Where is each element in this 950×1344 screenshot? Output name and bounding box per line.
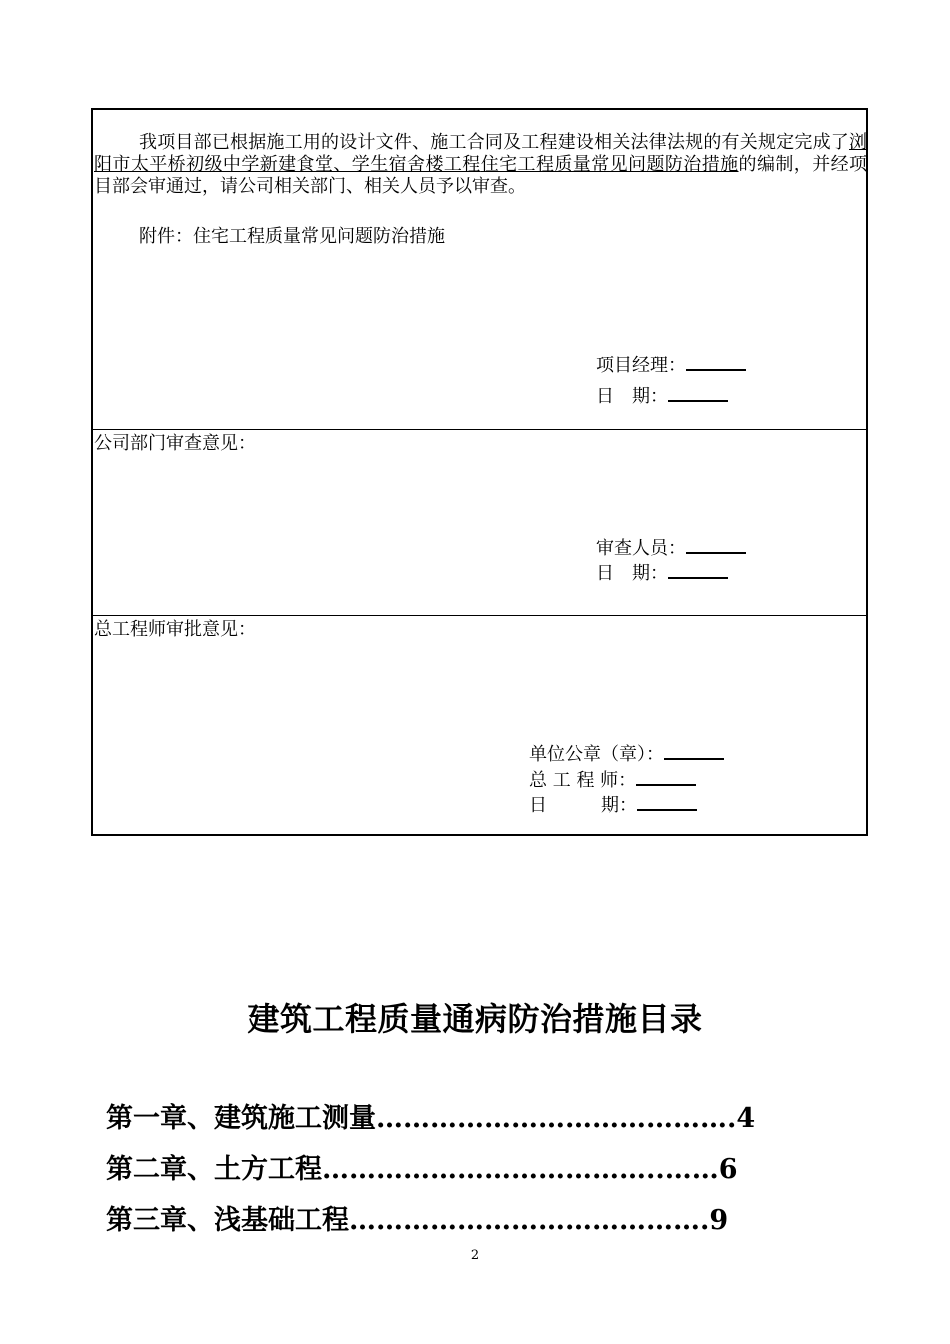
unit-seal-signature <box>529 741 724 766</box>
date-signature-1 <box>596 383 728 408</box>
company-review-title: 公司部门审查意见： <box>94 433 256 454</box>
approval-form <box>91 108 868 836</box>
project-name: 浏阳市太平桥初级中学新建食堂、学生宿舍楼工程 <box>94 132 867 175</box>
toc-entry-title: 第三章、浅基础工程 <box>106 1205 349 1236</box>
date-label: 日 期： <box>529 795 637 816</box>
toc-entry-page: ..……6 <box>646 1154 738 1185</box>
date-blank[interactable] <box>668 383 728 402</box>
toc-entry[interactable] <box>106 1147 738 1186</box>
toc-entry[interactable] <box>106 1198 728 1237</box>
unit-seal-label: 单位公章（章）： <box>529 744 664 765</box>
date-blank[interactable] <box>637 792 697 811</box>
toc-entry-page: .4 <box>727 1103 756 1134</box>
reviewer-signature <box>596 535 746 560</box>
paragraph-text-end: 的编制，并经项目部会审通过，请公司相关部门、相关人员予以审查。 <box>94 154 868 197</box>
date-blank[interactable] <box>668 560 728 579</box>
toc-entry-page: .9 <box>700 1205 729 1236</box>
toc-title: 建筑工程质量通病防治措施目录 <box>247 1000 703 1038</box>
unit-seal-blank[interactable] <box>664 741 724 760</box>
toc-entry-title: 第一章、建筑施工测量 <box>106 1103 376 1134</box>
toc-entry-leader: ……………………………… <box>322 1154 646 1185</box>
toc-entry-title: 第二章、土方工程 <box>106 1154 322 1185</box>
date-label: 日 期： <box>596 386 668 407</box>
submission-paragraph <box>94 132 867 198</box>
measures-name: 住宅工程质量常见问题防治措施 <box>480 154 739 175</box>
date-signature-2 <box>596 560 728 585</box>
chief-engineer-blank[interactable] <box>636 767 696 786</box>
chief-engineer-signature <box>529 767 696 792</box>
date-signature-3 <box>529 792 697 817</box>
attachment-line: 附件：住宅工程质量常见问题防治措施 <box>139 226 445 247</box>
reviewer-blank[interactable] <box>686 535 746 554</box>
reviewer-label: 审查人员： <box>596 538 686 559</box>
toc-entry-leader: ………………………………… <box>349 1205 700 1236</box>
date-label: 日 期： <box>596 563 668 584</box>
toc-entry[interactable] <box>106 1096 755 1135</box>
company-review-section <box>93 430 866 616</box>
chief-engineer-section <box>93 616 866 838</box>
project-manager-label: 项目经理： <box>596 355 686 376</box>
page-number: 2 <box>470 1248 480 1263</box>
toc-entry-leader: ………………………………… <box>376 1103 727 1134</box>
project-manager-blank[interactable] <box>686 352 746 371</box>
submission-section <box>93 110 866 430</box>
chief-engineer-label: 总 工 程 师： <box>529 770 637 791</box>
project-manager-signature <box>596 352 746 377</box>
chief-engineer-title: 总工程师审批意见： <box>94 619 256 640</box>
paragraph-text-start: 我项目部已根据施工用的设计文件、施工合同及工程建设相关法律法规的有关规定完成了 <box>139 132 849 153</box>
